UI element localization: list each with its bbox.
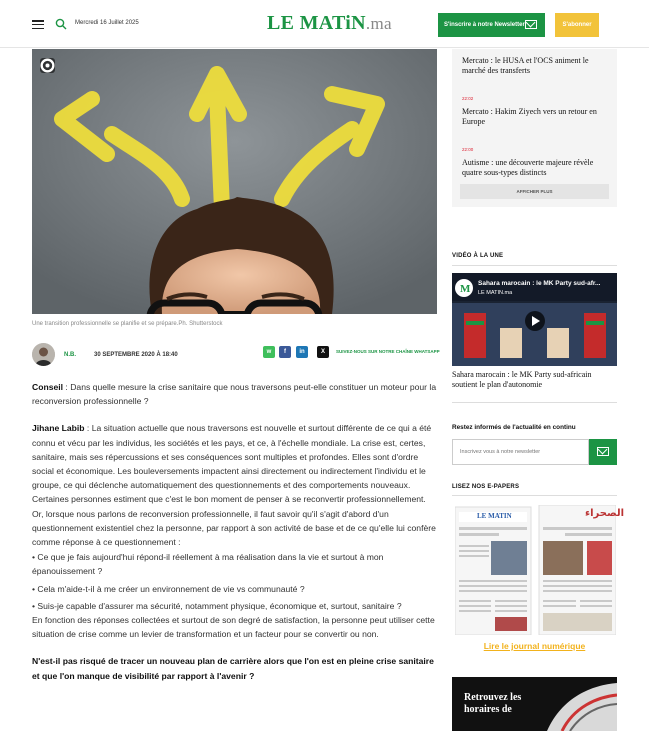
list-item: • Ce que je fais aujourd'hui répond-il réellement à ma réalisation dans la vie et surtout à mon épanouissement ? xyxy=(32,552,384,577)
article-paragraph: Conseil : Dans quelle mesure la crise sanitaire que nous traversons peut-elle constituer un moteur pour la reconversion professionnelle ? xyxy=(32,382,437,407)
article-paragraph: Certaines personnes estiment que c'est le bon moment de penser à se reconvertir professionnellement. Or, lorsque nous parlons de reconversion professionnelle, il faut savoir qu'il s'agit d'abord d'un questionnement existentiel chez la personne, par rapport à son activité de base et de ce qu'elle lui confère comme réponse à ce questionnement : xyxy=(32,494,436,548)
video-channel-name: LE MATIN.ma xyxy=(478,290,513,296)
promo-text: Retrouvez les horaires de xyxy=(464,692,522,715)
news-item-title[interactable]: Mercato : Hakim Ziyech vers un retour en Europe xyxy=(462,107,597,126)
current-date: Mercredi 16 Juillet 2025 xyxy=(75,20,139,26)
article-paragraph: En fonction des réponses collectées et surtout de son degré de satisfaction, la personne peut utiliser cette situation de crise comme un levier de transformation et un facteur pour se convertir ou non. xyxy=(32,615,435,640)
subscribe-button[interactable]: S'abonner xyxy=(555,13,599,37)
article-byline xyxy=(32,343,440,367)
news-item-title[interactable]: Autisme : une découverte majeure révèle quatre sous-types distincts xyxy=(462,158,594,177)
svg-text:M: M xyxy=(460,283,471,295)
search-icon[interactable] xyxy=(55,18,67,30)
epaper-masthead: الصحراء xyxy=(585,508,625,519)
list-item: • Cela m'aide-t-il à me créer un environnement de vie vs communauté ? xyxy=(32,583,305,594)
mail-icon xyxy=(597,447,609,456)
list-item: • Suis-je capable d'assurer ma sécurité, notamment physique, économique et, surtout, sanitaire ? xyxy=(32,600,402,611)
news-item-time: 22:00 xyxy=(462,147,474,152)
mail-icon xyxy=(525,20,537,29)
linkedin-share-icon[interactable]: in xyxy=(296,346,308,358)
video-overlay-title: Sahara marocain : le MK Party sud-afr... xyxy=(478,280,601,287)
whatsapp-follow-link[interactable]: SUIVEZ-NOUS SUR NOTRE CHAÎNE WHATSAPP xyxy=(336,349,440,354)
site-logo[interactable]: LE MATiN.ma xyxy=(267,12,392,34)
facebook-share-icon[interactable]: f xyxy=(279,346,291,358)
author-name[interactable]: N.B. xyxy=(64,352,76,358)
featured-video[interactable] xyxy=(452,273,617,366)
epaper-masthead: LE MATIN xyxy=(477,512,512,520)
publish-date: 30 SEPTEMBRE 2020 À 18:40 xyxy=(94,352,178,358)
gallery-icon[interactable] xyxy=(40,58,55,73)
article-paragraph: Jihane Labib : La situation actuelle que nous traversons est nouvelle et surtout différente de ce qui a été connu et vécu par les individus, les sociétés et les pays, et ce, à l'échelle mondiale. La crise est, certes, sanitaire, mais ses répercussions et ses conséquences sont multiples et profondes. Elles sont d'ordre social et économique. Les bouleversements impactent ainsi directement ou indirectement l'individu et le groupe, ce qui déclenche automatiquement des questionnements et des comportements nouveaux. xyxy=(32,423,432,491)
video-section-title: VIDÉO À LA UNE xyxy=(452,253,504,259)
video-title[interactable]: Sahara marocain : le MK Party sud-africain soutient le plan d'autonomie xyxy=(452,370,592,389)
show-more-button[interactable]: AFFICHER PLUS xyxy=(460,184,609,199)
section-divider xyxy=(452,402,617,403)
hamburger-menu-icon[interactable] xyxy=(32,20,44,29)
site-header xyxy=(0,0,649,48)
epaper-covers[interactable] xyxy=(455,505,625,635)
article-question: N'est-il pas risqué de tracer un nouveau plan de carrière alors que l'on est en pleine crise sanitaire et que l'on manque de visibilité par rapport à l'avenir ? xyxy=(32,656,434,681)
x-share-icon[interactable]: X xyxy=(317,346,329,358)
section-divider xyxy=(452,265,617,266)
article-body xyxy=(32,380,437,683)
author-avatar xyxy=(32,343,55,366)
read-epaper-link[interactable]: Lire le journal numérique xyxy=(483,641,586,651)
newsletter-signup-button[interactable]: S'inscrire à notre Newsletter xyxy=(438,13,545,37)
newsletter-submit-button[interactable] xyxy=(589,439,617,465)
newsletter-title: Restez informés de l'actualité en continu xyxy=(452,424,576,431)
epaper-section-title: LISEZ NOS E-PAPERS xyxy=(452,484,520,490)
promo-banner[interactable] xyxy=(452,677,617,731)
latest-news-panel xyxy=(452,49,617,207)
image-caption: Une transition professionnelle se planifie et se prépare.Ph. Shutterstock xyxy=(32,321,223,327)
newsletter-email-input[interactable] xyxy=(452,439,589,465)
section-divider xyxy=(452,495,617,496)
article-hero-image xyxy=(32,49,437,314)
news-item-title[interactable]: Mercato : le HUSA et l'OCS animent le marché des transferts xyxy=(462,56,589,75)
whatsapp-share-icon[interactable]: w xyxy=(263,346,275,358)
news-item-time: 22:02 xyxy=(462,96,474,101)
